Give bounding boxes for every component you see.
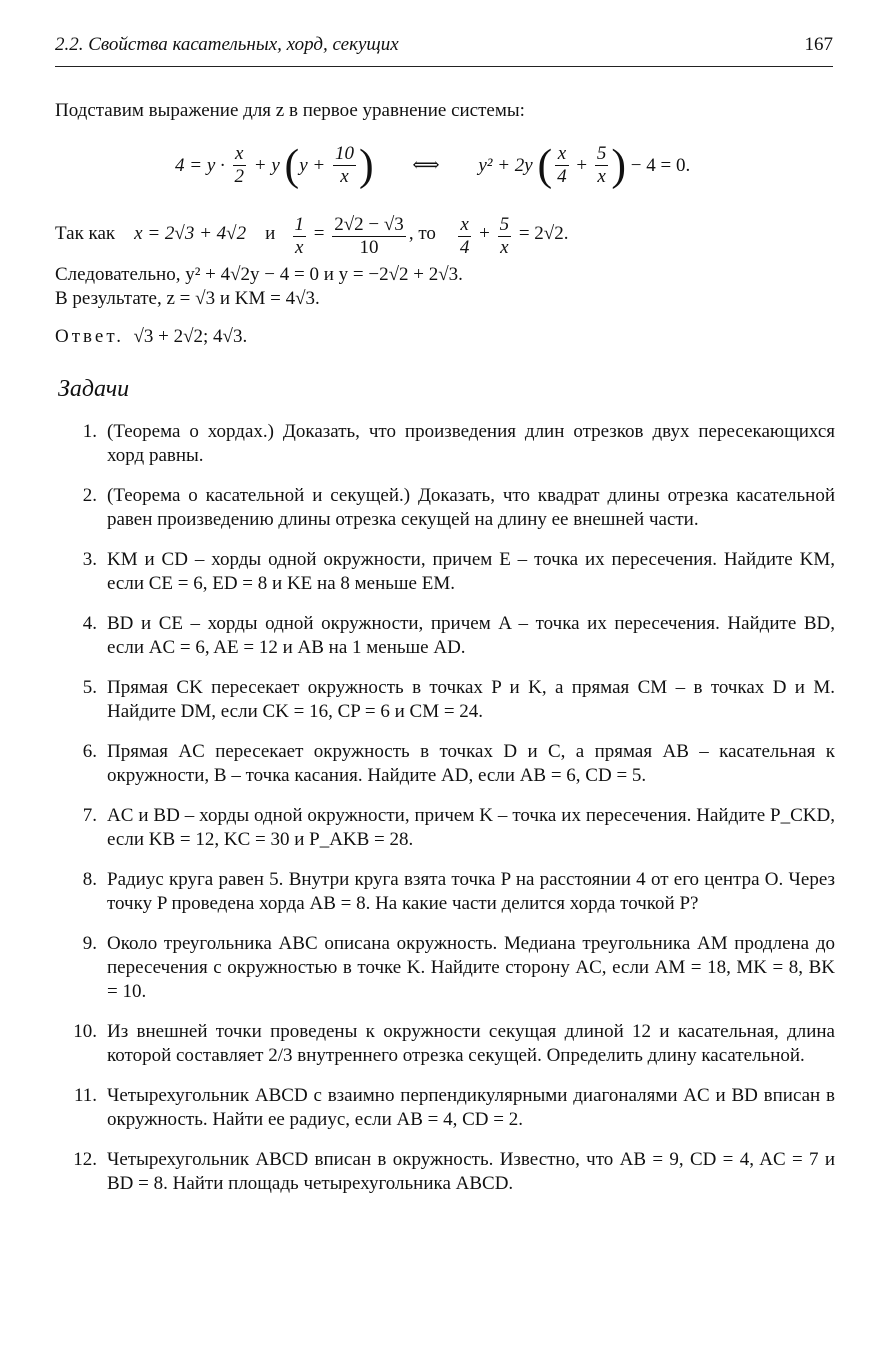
answer-label: Ответ. xyxy=(55,326,124,347)
task-item: 12. Четырехугольник ABCD вписан в окружность. Известно, что AB = 9, CD = 4, AC = 7 и BD = 8. Найти площадь четырехугольника ABCD. xyxy=(73,1149,835,1194)
task-item: 8. Радиус круга равен 5. Внутри круга взята точка P на расстоянии 4 от его центра O. Через точку P проведена хорда AB = 8. На какие части делится хорда точкой P? xyxy=(82,869,835,914)
running-header xyxy=(55,34,833,67)
task-item: 2. (Теорема о касательной и секущей.) Доказать, что квадрат длины отрезка касательной равен произведению длины отрезка секущей на длину ее внешней части. xyxy=(82,485,835,530)
eq-lhs-b: + y xyxy=(253,154,280,176)
intro-text: Подставим выражение для z в первое уравнение системы: xyxy=(55,100,525,121)
task-list xyxy=(55,420,835,1212)
task-item: 5. Прямая CK пересекает окружность в точках P и K, а прямая CM – в точках D и M. Найдите DM, если CK = 16, CP = 6 и CM = 24. xyxy=(82,677,835,722)
frac-5-x: $\frac{5}{x}$ xyxy=(596,143,607,187)
task-item: 6. Прямая AC пересекает окружность в точках D и C, а прямая AB – касательная к окружности, B – точка касания. Найдите AD, если AB = 6, CD = 5. xyxy=(82,741,835,786)
frac-x-4: $\frac{x}{4}$ xyxy=(557,143,567,187)
since-line: Так как x = 2√3 + 4√2 и $\frac{1}{x}$ = $\frac{2√2 - √3}{10}$ , то $\frac{x}{4}$ + $\frac{5}{x}$ = 2√2. xyxy=(55,214,569,258)
eq-rhs-b: − 4 = 0. xyxy=(630,154,691,176)
frac-5-x-b: $\frac{5}{x}$ xyxy=(499,214,510,258)
task-item: 3. KM и CD – хорды одной окружности, причем E – точка их пересечения. Найдите KM, если CE = 6, ED = 8 и KE на 8 меньше EM. xyxy=(82,549,835,594)
section-title: Задачи xyxy=(58,376,130,402)
task-item: 1. (Теорема о хордах.) Доказать, что произведения длин отрезков двух пересекающихся хорд равны. xyxy=(82,421,835,466)
section-heading: 2.2. Свойства касательных, хорд, секущих xyxy=(55,34,399,55)
answer-value: √3 + 2√2; 4√3. xyxy=(133,326,248,347)
iff-symbol: ⟺ xyxy=(412,155,440,176)
eq-rhs-a: y² + 2y xyxy=(478,154,533,176)
result-line: В результате, z = √3 и KM = 4√3. xyxy=(55,288,320,309)
eq-lhs-a: 4 = y · xyxy=(175,154,225,176)
task-item: 7. AC и BD – хорды одной окружности, причем K – точка их пересечения. Найдите P_CKD, если KB = 12, KC = 30 и P_AKB = 28. xyxy=(82,805,835,850)
frac-2sqrt2-minus-sqrt3: $\frac{2√2 - √3}{10}$ xyxy=(334,214,404,258)
frac-x-4-b: $\frac{x}{4}$ xyxy=(459,214,470,258)
system-equation: 4 = y · $\frac{x}{2}$ + y (y + $\frac{10}{x}$ ) ⟺ y² + 2y ( $\frac{x}{4}$ + $\frac{5}{x}$ ) − 4 = 0. xyxy=(175,140,691,190)
page-number: 167 xyxy=(804,34,833,55)
therefore-line: Следовательно, y² + 4√2y − 4 = 0 и y = −2√2 + 2√3. xyxy=(55,264,463,285)
frac-10-x: $\frac{10}{x}$ xyxy=(334,143,354,187)
frac-x-2: $\frac{x}{2}$ xyxy=(234,143,245,187)
task-item: 10. Из внешней точки проведены к окружности секущая длиной 12 и касательная, длина которой составляет 2/3 внутреннего отрезка секущей. Определить длину касательной. xyxy=(73,1021,835,1066)
task-item: 4. BD и CE – хорды одной окружности, причем A – точка их пересечения. Найдите BD, если AC = 6, AE = 12 и AB на 1 меньше AD. xyxy=(82,613,835,658)
task-item: 11. Четырехугольник ABCD с взаимно перпендикулярными диагоналями AC и BD вписан в окружность. Найти ее радиус, если AB = 4, CD = 2. xyxy=(73,1085,835,1130)
eq-inner-a: y + xyxy=(299,154,326,176)
task-item: 9. Около треугольника ABC описана окружность. Медиана треугольника AM продлена до пересечения с окружностью в точке K. Найдите сторону AC, если AM = 18, MK = 8, BK = 10. xyxy=(82,933,835,1002)
answer-line xyxy=(55,326,247,348)
frac-1-x: $\frac{1}{x}$ xyxy=(294,214,305,258)
